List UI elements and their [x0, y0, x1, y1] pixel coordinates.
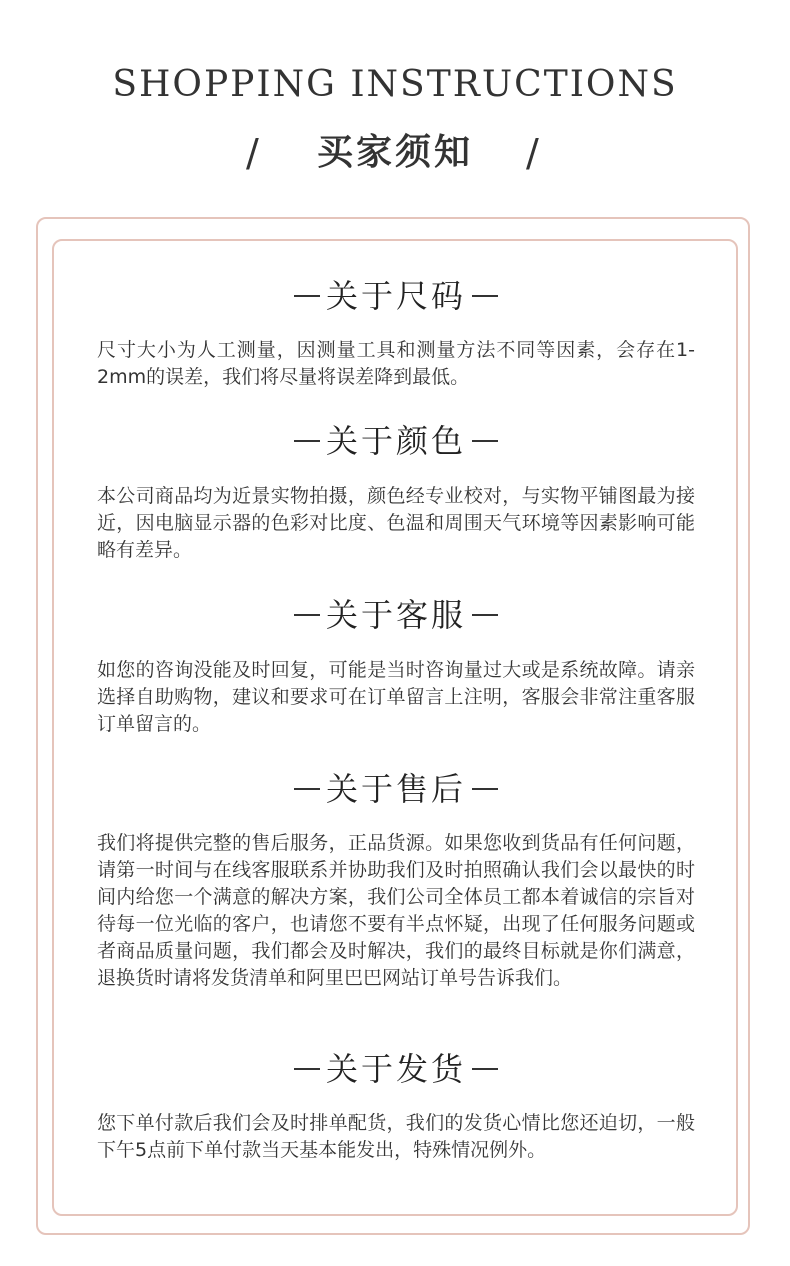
section-heading-text: 关于发货 — [325, 1050, 466, 1088]
section-body-color: 本公司商品均为近景实物拍摄，颜色经专业校对，与实物平铺图最为接近，因电脑显示器的色彩对比度、色温和周围天气环境等因素影响可能略有差异。 — [97, 485, 695, 561]
section-heading-size — [97, 276, 695, 316]
heading-dash-right — [472, 788, 498, 790]
title-right-slash: / — [526, 131, 539, 175]
title-chinese: 买家须知 — [316, 132, 473, 173]
heading-dash-right — [472, 440, 498, 442]
section-body-aftersale: 我们将提供完整的售后服务，正品货源。如果您收到货品有任何问题，请第一时间与在线客服联系并协助我们及时拍照确认我们会以最快的时间内给您一个满意的解决方案，我们公司全体员工都本着诚信的宗旨对待每一位光临的客户，也请您不要有半点怀疑，出现了任何服务问题或者商品质量问题，我们都会及时解决，我们的最终目标就是你们满意，退换货时请将发货清单和阿里巴巴网站订单号告诉我们。 — [97, 832, 695, 989]
title-chinese-row — [0, 128, 790, 178]
title-left-slash: / — [246, 131, 259, 175]
section-heading-text: 关于客服 — [325, 596, 466, 634]
section-heading-text: 关于尺码 — [325, 277, 466, 315]
heading-dash-right — [472, 295, 498, 297]
heading-dash-left — [294, 788, 320, 790]
section-heading-text: 关于售后 — [325, 770, 466, 808]
heading-dash-right — [472, 1068, 498, 1070]
section-heading-service — [97, 595, 695, 635]
heading-dash-left — [294, 1068, 320, 1070]
heading-dash-right — [472, 614, 498, 616]
section-heading-color — [97, 421, 695, 461]
section-heading-text: 关于颜色 — [325, 422, 466, 460]
heading-dash-left — [294, 614, 320, 616]
heading-dash-left — [294, 295, 320, 297]
section-body-size: 尺寸大小为人工测量，因测量工具和测量方法不同等因素，会存在1-2mm的误差，我们将尽量将误差降到最低。 — [97, 339, 695, 388]
section-heading-shipping — [97, 1049, 695, 1089]
heading-dash-left — [294, 440, 320, 442]
section-body-shipping: 您下单付款后我们会及时排单配货，我们的发货心情比您还迫切，一般下午5点前下单付款当天基本能发出，特殊情况例外。 — [97, 1112, 695, 1161]
title-english: SHOPPING INSTRUCTIONS — [112, 64, 678, 105]
section-heading-aftersale — [97, 769, 695, 809]
section-body-service: 如您的咨询没能及时回复，可能是当时咨询量过大或是系统故障。请亲选择自助购物，建议和要求可在订单留言上注明，客服会非常注重客服订单留言的。 — [97, 659, 695, 735]
